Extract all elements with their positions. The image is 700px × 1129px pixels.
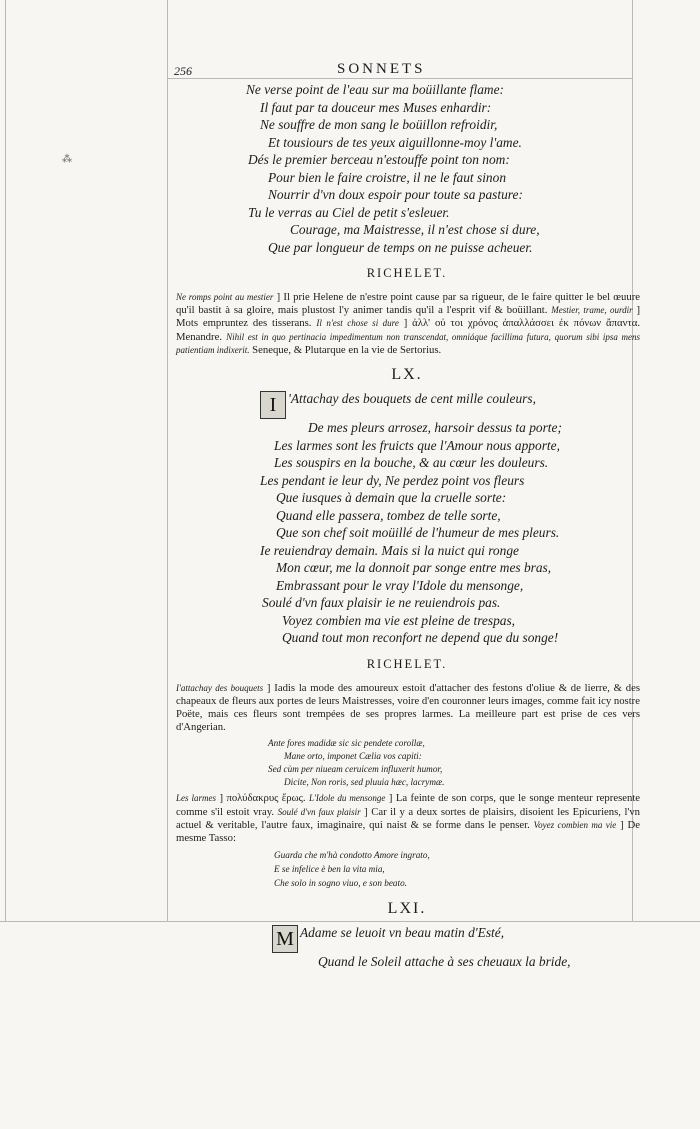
quote-line: Che solo in sogno viuo, e son beato. [274,878,407,889]
running-title: SONNETS [337,61,426,77]
verse-line: Que par longueur de temps on ne puisse acheuer. [268,239,533,255]
sonnet-continuation [172,81,642,256]
commentary-text: ] Mots empruntez des tisserans. [176,304,641,330]
commentary-paragraph [172,291,642,357]
verse-line: De mes pleurs arrosez, harsoir dessus ta porte; [308,420,562,436]
commentary-text: ] ἀλλ' οὐ τοι χρόνος ἀπαλλάσσει ἐκ πόνων ἄπαντα. Menandre. [176,317,641,343]
commentary-paragraph [172,682,642,735]
commentary-lemma: Voyez combien ma vie [533,819,617,830]
quote-line: Ante fores madidæ sic sic pendete corollæ, [268,738,425,749]
italian-verse-quote [172,848,642,890]
verse-line: Dés le premier berceau n'estouffe point ton nom: [248,152,510,167]
sonnet-lxi-title: LXI. [387,900,427,918]
verse-line: Quand tout mon reconfort ne depend que du songe! [282,630,559,646]
verse-line: Il faut par ta douceur mes Muses enhardir: [260,99,492,115]
verse-line: Les souspirs en la bouche, & au cœur les douleurs. [274,455,549,471]
commentary-title: RICHELET. [366,656,448,671]
verse-line: Les larmes sont les fruicts que l'Amour nous apporte, [274,437,560,453]
commentary-text: ] πολύδακρυς ἔρως. [219,792,306,805]
verse-line: Ne verse point de l'eau sur ma boüillante flame: [246,82,504,97]
sonnet-lx-title: LX. [391,366,423,384]
sonnet-lxi [172,924,642,971]
quote-line: E se infelice è ben la vita mia, [274,864,385,875]
commentary-text: ] Car il y a deux sortes de plaisirs, disoient les Epicuriens, l'vn actuel & veritable, l'autre faux, imaginaire, qui naist & se forme dans le penser. [176,805,641,831]
verse-line: Que iusques à demain que la cruelle sorte: [276,490,507,506]
commentary-text: Seneque, & Plutarque en la vie de Sertorius. [252,343,442,356]
quote-line: Guarda che m'hà condotto Amore ingrato, [274,850,430,861]
verse-line-text: Adame se leuoit vn beau matin d'Esté, [300,925,505,941]
verse-line: Ne souffre de mon sang le boüillon refroidir, [260,117,498,132]
sonnet-lx [172,390,642,647]
verse-line: Courage, ma Maistresse, il n'est chose si dure, [290,222,540,237]
commentary-text: ] La feinte de son corps, que le songe menteur represente comme s'il estoit vray. [176,792,641,818]
quote-line: Mane orto, imponet Cælia vos capiti: [284,751,422,762]
verse-line: Que son chef soit moüillé de l'humeur de mes pleurs. [276,525,560,541]
margin-ink-mark: ⁂ [62,154,72,165]
commentary-paragraph [172,792,642,845]
verse-line: Quand elle passera, tombez de telle sorte, [276,507,501,523]
verse-line: Pour bien le faire croistre, il ne le faut sinon [268,169,507,185]
verse-line: Voyez combien ma vie est pleine de trespas, [282,612,516,628]
verse-line [172,924,642,953]
quote-line: Dicite, Non roris, sed pluuia hæc, lacrymæ. [284,777,445,788]
commentary-lemma: I'attachay des bouquets [176,682,264,693]
commentary-lemma: Ne romps point au mestier [176,292,274,302]
commentary-lemma: Mestier, trame, ourdir [551,305,633,316]
drop-cap: I [260,391,286,419]
verse-line-text: 'Attachay des bouquets de cent mille couleurs, [288,391,536,407]
commentary-title: RICHELET. [366,266,448,280]
page-header [172,56,642,78]
commentary-text: ] Iadis la mode des amoureux estoit d'attacher des festons d'oliue & de lierre, & des chapeaux de fleurs aux portes de leurs Maistresses, voire d'en couronner leurs images, comme fait icy nostre Poëte, mais ces fleurs sont trempées de ses propres larmes. La meilleure part est prise de ces vers d'Angerian. [176,681,640,734]
verse-line: Embrassant pour le vray l'Idole du mensonge, [276,577,524,593]
latin-quote: Nihil est in quo pertinacia impedimentum non transcendat, omniáque facillima futura, quorum sibi ipsa mens patientiam indixerit. [176,331,640,355]
quote-line: Sed cùm per niueam ceruicem influxerit humor, [268,764,443,775]
verse-line: Soulé d'vn faux plaisir ie ne reuiendrois pas. [262,595,501,611]
commentary-lemma: Soulé d'vn faux plaisir [277,806,361,817]
verse-line [172,390,642,419]
verse-line: Quand le Soleil attache à ses cheuaux la bride, [318,954,571,970]
book-page [172,56,642,971]
left-margin-rule [167,0,168,922]
commentary-text: ] De mesme Tasso: [176,818,640,844]
verse-line: Mon cœur, me la donnoit par songe entre mes bras, [276,560,552,576]
commentary-lemma: Il n'est chose si dure [316,318,399,329]
commentary-lemma: Les larmes [176,793,217,804]
verse-line: Ie reuiendray demain. Mais si la nuict qui ronge [260,542,519,558]
far-left-rule [5,0,6,922]
verse-line: Les pendant ie leur dy, Ne perdez point vos fleurs [260,472,525,488]
verse-line: Tu le verras au Ciel de petit s'esleuer. [248,204,450,220]
verse-line: Nourrir d'vn doux espoir pour toute sa pasture: [268,187,523,202]
latin-verse-quote [172,737,642,789]
page-number: 256 [174,64,192,78]
commentary-lemma: L'Idole du mensonge [308,793,386,804]
verse-line: Et tousiours de tes yeux aiguillonne-moy l'ame. [268,134,522,150]
commentary-text: ] Il prie Helene de n'estre point cause par sa rigueur, de le faire quitter le bel œuure qu'il bastit à sa gloire, mais plustost l'y animer tandis qu'il a l'esprit vif & boüillant. [176,291,641,317]
drop-cap: M [272,925,298,953]
